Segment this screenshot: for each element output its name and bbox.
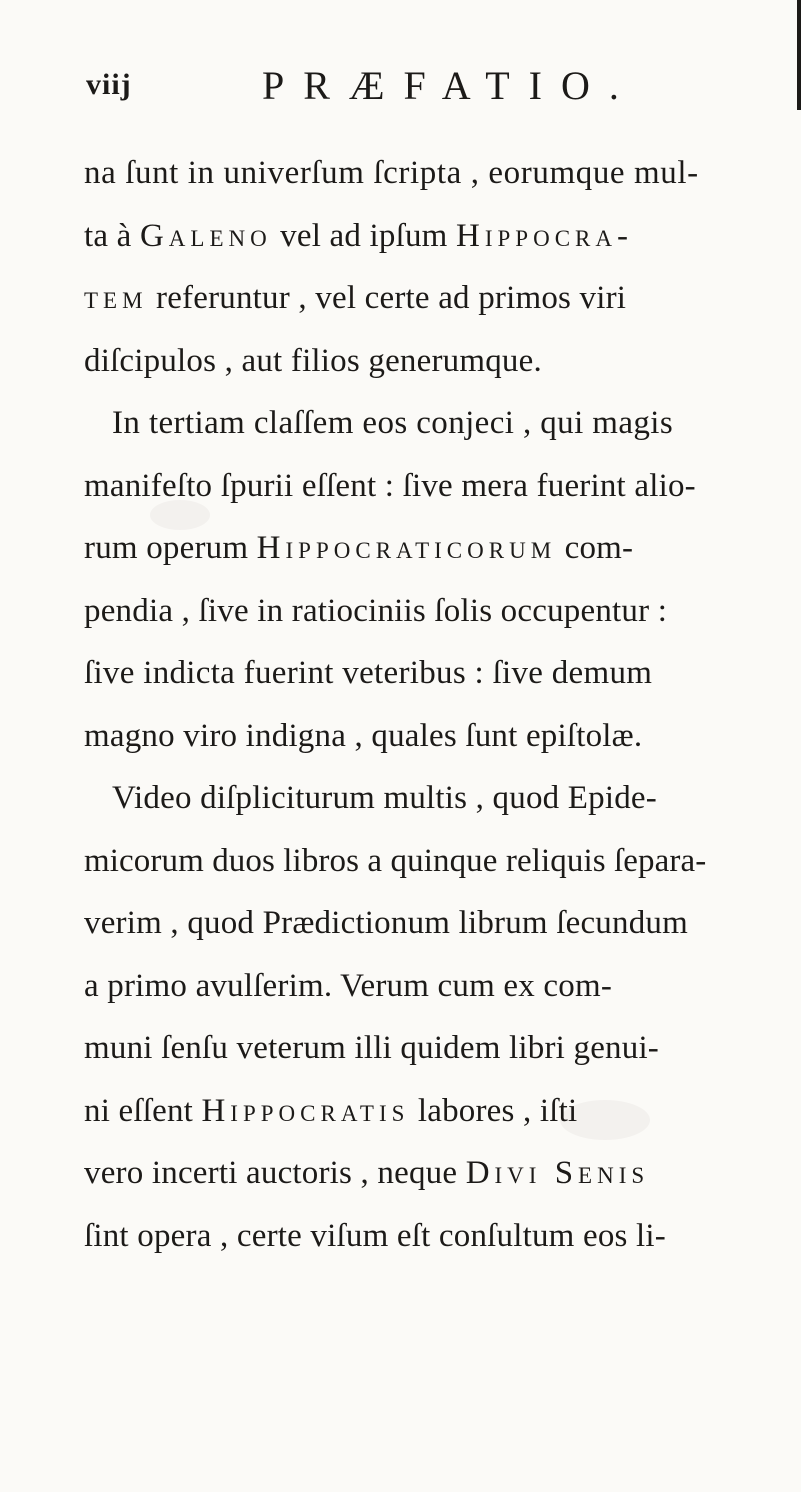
- page-number: viij: [86, 68, 132, 101]
- text-line: [84, 330, 794, 393]
- text-run: ſive indicta fuerint veteribus : ſive demum: [84, 655, 653, 691]
- text-line: [84, 892, 794, 955]
- header-title: PRÆFATIO.: [262, 63, 638, 108]
- small-caps-name: Hippocraticorum: [256, 530, 557, 566]
- text-line: [84, 517, 794, 580]
- text-run: manifeſto ſpurii eſſent : ſive mera fuerint alio-: [84, 467, 696, 504]
- text-line: [84, 1080, 794, 1143]
- text-line: [84, 205, 794, 268]
- text-run: vero incerti auctoris , neque: [84, 1155, 466, 1191]
- text-run: com-: [556, 530, 634, 566]
- text-run: verim , quod Prædictionum librum ſecundum: [84, 905, 688, 941]
- text-run: In tertiam claſſem eos conjeci , qui magis: [112, 405, 674, 441]
- text-line: [84, 1205, 794, 1268]
- text-run: na ſunt in univerſum ſcripta , eorumque mul-: [84, 155, 699, 191]
- small-caps-name: Hippocra-: [456, 217, 633, 254]
- text-run: pendia , ſive in ratiociniis ſolis occupentur :: [84, 592, 668, 629]
- text-run: a primo avulſerim. Verum cum ex com-: [84, 967, 613, 1004]
- text-run: rum operum: [84, 530, 257, 566]
- text-run: ta à: [84, 217, 140, 254]
- small-caps-name: Divi Senis: [465, 1155, 650, 1191]
- text-line: [84, 642, 794, 705]
- text-line: [84, 580, 794, 643]
- text-line: [84, 392, 794, 455]
- text-line: [84, 705, 794, 768]
- body-text: [84, 142, 794, 1267]
- text-run: ſint opera , certe viſum eſt conſultum eos li-: [84, 1217, 666, 1254]
- text-run: ni eſſent: [84, 1092, 202, 1129]
- text-line: [84, 830, 794, 893]
- text-run: diſcipulos , aut filios generumque.: [84, 342, 542, 379]
- page-edge-shadow: [797, 0, 801, 110]
- text-run: referuntur , vel certe ad primos viri: [147, 280, 627, 316]
- text-line: [84, 955, 794, 1018]
- text-run: labores , iſti: [409, 1092, 578, 1129]
- small-caps-name: Hippocratis: [201, 1092, 410, 1129]
- text-run: magno viro indigna , quales ſunt epiſtolæ.: [84, 717, 643, 754]
- text-run: Video diſpliciturum multis , quod Epide-: [112, 780, 657, 816]
- text-line: [84, 455, 794, 518]
- text-run: muni ſenſu veterum illi quidem libri genui-: [84, 1030, 659, 1066]
- running-head: [86, 62, 766, 110]
- text-run: vel ad ipſum: [271, 217, 457, 254]
- text-line: [84, 767, 794, 830]
- small-caps-name: Galeno: [139, 217, 272, 254]
- text-run: micorum duos libros a quinque reliquis ſepara-: [84, 842, 707, 879]
- text-line: [84, 142, 794, 205]
- text-line: [84, 1017, 794, 1080]
- text-line: [84, 1142, 794, 1205]
- text-line: [84, 267, 794, 330]
- small-caps-name: tem: [84, 280, 148, 316]
